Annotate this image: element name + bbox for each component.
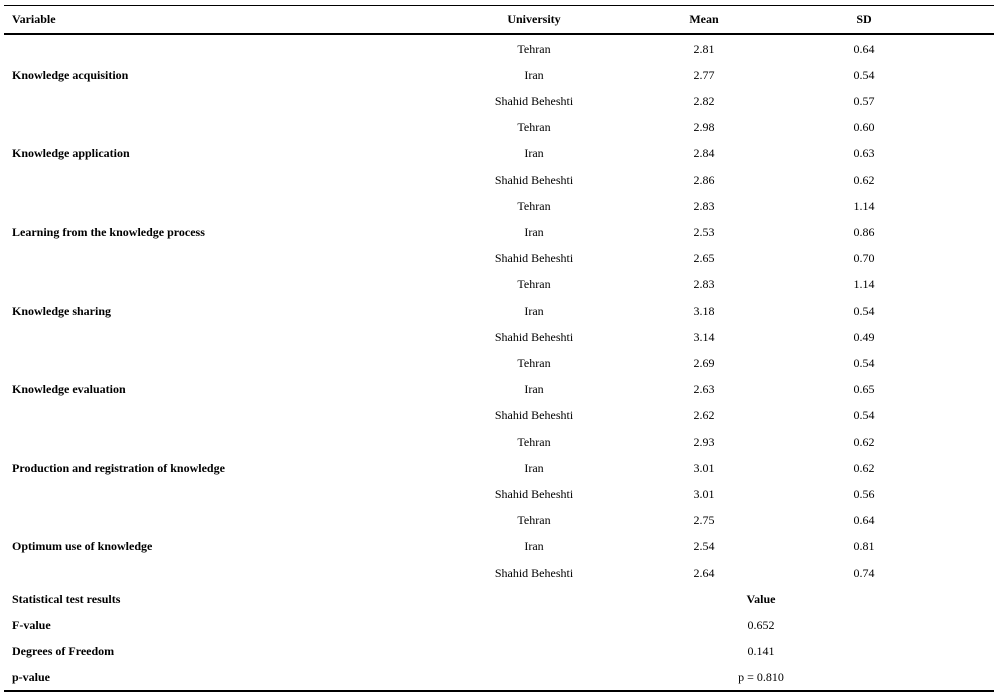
table-row: [4, 62, 994, 88]
header-rule: [4, 33, 994, 35]
variable-label: Knowledge evaluation: [12, 382, 126, 397]
university-cell: Tehran: [517, 355, 551, 370]
university-cell: Iran: [524, 224, 544, 239]
variable-label: Knowledge application: [12, 146, 130, 161]
university-cell: Shahid Beheshti: [494, 486, 574, 501]
stat-value: 0.141: [747, 644, 775, 659]
stat-value: 0.652: [747, 617, 775, 632]
university-cell: Tehran: [517, 198, 551, 213]
university-cell: Iran: [524, 539, 544, 554]
mean-cell: 2.84: [693, 146, 715, 161]
sd-cell: 0.65: [853, 382, 875, 397]
table-header: [4, 6, 994, 33]
table-row: [4, 88, 994, 114]
table-row: [4, 36, 994, 62]
table-row: [4, 481, 994, 507]
stats-row: [4, 665, 994, 691]
mean-cell: 3.01: [693, 486, 715, 501]
stats-header-label: Statistical test results: [12, 591, 121, 606]
mean-cell: 3.18: [693, 303, 715, 318]
mean-cell: 2.83: [693, 277, 715, 292]
sd-cell: 0.62: [853, 172, 875, 187]
sd-cell: 1.14: [853, 277, 875, 292]
mean-cell: 2.82: [693, 93, 715, 108]
table-row: [4, 141, 994, 167]
mean-cell: 3.01: [693, 460, 715, 475]
table-row: [4, 508, 994, 534]
mean-cell: 2.54: [693, 539, 715, 554]
header-mean: Mean: [689, 12, 719, 26]
sd-cell: 1.14: [853, 198, 875, 213]
sd-cell: 0.81: [853, 539, 875, 554]
university-cell: Shahid Beheshti: [494, 251, 574, 266]
table-row: [4, 350, 994, 376]
university-cell: Tehran: [517, 41, 551, 56]
university-cell: Shahid Beheshti: [494, 565, 574, 580]
sd-cell: 0.54: [853, 408, 875, 423]
bottom-rule: [4, 690, 994, 692]
mean-cell: 2.75: [693, 513, 715, 528]
table-row: [4, 298, 994, 324]
university-cell: Iran: [524, 382, 544, 397]
university-cell: Iran: [524, 146, 544, 161]
sd-cell: 0.54: [853, 67, 875, 82]
sd-cell: 0.62: [853, 434, 875, 449]
table-row: [4, 324, 994, 350]
university-cell: Iran: [524, 460, 544, 475]
stats-row: [4, 639, 994, 665]
mean-cell: 2.64: [693, 565, 715, 580]
mean-cell: 2.81: [693, 41, 715, 56]
mean-cell: 2.77: [693, 67, 715, 82]
sd-cell: 0.70: [853, 251, 875, 266]
variable-label: Learning from the knowledge process: [12, 224, 205, 239]
stat-value: p = 0.810: [738, 670, 784, 685]
mean-cell: 2.86: [693, 172, 715, 187]
university-cell: Shahid Beheshti: [494, 172, 574, 187]
university-cell: Iran: [524, 303, 544, 318]
university-cell: Tehran: [517, 277, 551, 292]
mean-cell: 2.98: [693, 120, 715, 135]
university-cell: Tehran: [517, 120, 551, 135]
sd-cell: 0.63: [853, 146, 875, 161]
university-cell: Tehran: [517, 513, 551, 528]
sd-cell: 0.86: [853, 224, 875, 239]
sd-cell: 0.62: [853, 460, 875, 475]
header-sd: SD: [856, 12, 872, 26]
table-row: [4, 272, 994, 298]
table-row: [4, 193, 994, 219]
stat-label: Degrees of Freedom: [12, 644, 115, 659]
table-row: [4, 429, 994, 455]
mean-cell: 2.93: [693, 434, 715, 449]
university-cell: Shahid Beheshti: [494, 329, 574, 344]
variable-label: Knowledge acquisition: [12, 67, 129, 82]
sd-cell: 0.64: [853, 513, 875, 528]
sd-cell: 0.57: [853, 93, 875, 108]
table-row: [4, 455, 994, 481]
mean-cell: 2.65: [693, 251, 715, 266]
header-university: University: [507, 12, 561, 26]
header-variable: Variable: [12, 12, 56, 26]
sd-cell: 0.56: [853, 486, 875, 501]
sd-cell: 0.60: [853, 120, 875, 135]
variable-label: Optimum use of knowledge: [12, 539, 153, 554]
stats-row: [4, 612, 994, 638]
sd-cell: 0.64: [853, 41, 875, 56]
mean-cell: 2.63: [693, 382, 715, 397]
university-cell: Shahid Beheshti: [494, 408, 574, 423]
university-cell: Iran: [524, 67, 544, 82]
table-row: [4, 167, 994, 193]
table-row: [4, 115, 994, 141]
university-cell: Shahid Beheshti: [494, 93, 574, 108]
stat-label: p-value: [12, 670, 51, 685]
university-cell: Tehran: [517, 434, 551, 449]
table-row: [4, 560, 994, 586]
stats-header-value: Value: [746, 591, 776, 606]
mean-cell: 2.69: [693, 355, 715, 370]
variable-label: Production and registration of knowledge: [12, 460, 225, 475]
table-row: [4, 219, 994, 245]
table-row: [4, 246, 994, 272]
mean-cell: 2.62: [693, 408, 715, 423]
sd-cell: 0.74: [853, 565, 875, 580]
stats-header-row: [4, 586, 994, 612]
sd-cell: 0.54: [853, 303, 875, 318]
sd-cell: 0.54: [853, 355, 875, 370]
table-row: [4, 534, 994, 560]
table-row: [4, 377, 994, 403]
sd-cell: 0.49: [853, 329, 875, 344]
mean-cell: 2.53: [693, 224, 715, 239]
mean-cell: 3.14: [693, 329, 715, 344]
variable-label: Knowledge sharing: [12, 303, 112, 318]
mean-cell: 2.83: [693, 198, 715, 213]
table-row: [4, 403, 994, 429]
stat-label: F-value: [12, 617, 51, 632]
